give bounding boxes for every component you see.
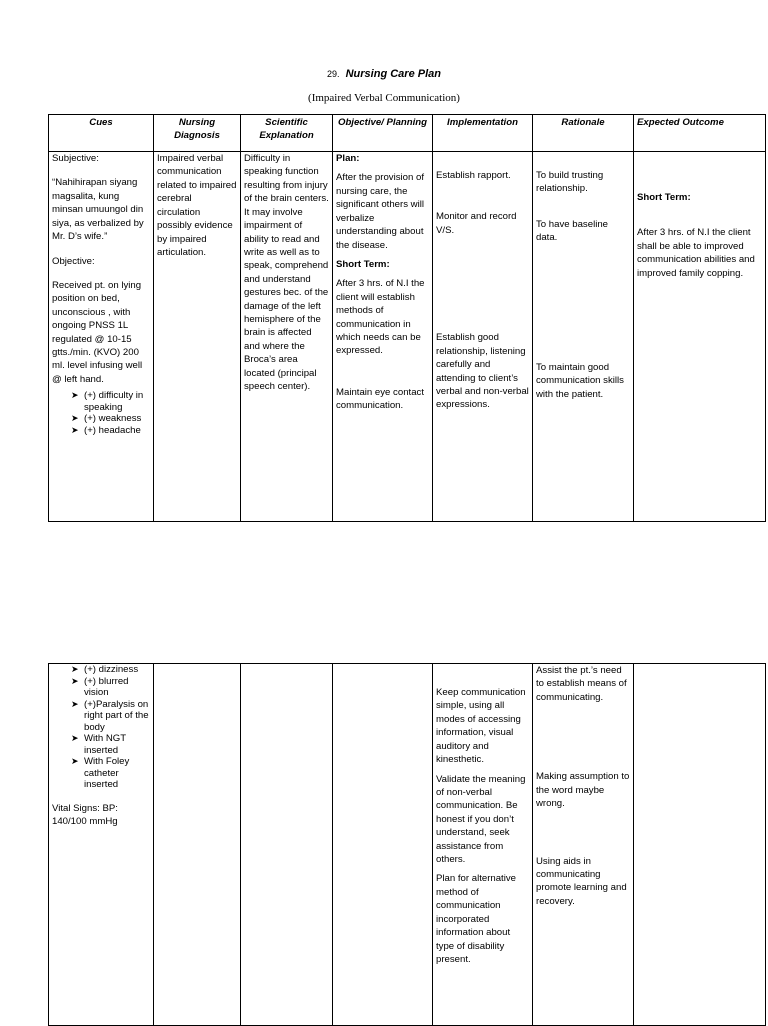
cell-cues	[49, 152, 154, 522]
maintain-text: Maintain eye contact communication.	[336, 386, 424, 412]
list-item: ➤ (+) weakness	[71, 413, 142, 425]
rationale-item: To have baseline data.	[536, 218, 609, 244]
title-text: Nursing Care Plan	[345, 68, 441, 80]
rationale-item: Using aids in communicating promote learning and recovery.	[536, 855, 627, 907]
implementation-item: Establish rapport.	[436, 170, 511, 181]
nursing-diagnosis-text: Impaired verbal communication related to impaired cerebral circulation possibly evidence by impaired articulation.	[157, 153, 237, 258]
expected-outcome-text: After 3 hrs. of N.I the client shall be able to improved communication abilities and improved family copping.	[637, 227, 755, 279]
objective-label: Objective:	[52, 255, 95, 267]
arrow-bullet-icon: ➤	[71, 698, 79, 709]
cell-nursing-diagnosis	[154, 664, 241, 1026]
arrow-bullet-icon: ➤	[71, 664, 79, 674]
cell-implementation	[433, 152, 533, 522]
arrow-bullet-icon: ➤	[71, 756, 79, 766]
arrow-bullet-icon: ➤	[71, 424, 79, 435]
cell-rationale	[533, 152, 634, 522]
arrow-bullet-icon: ➤	[71, 390, 79, 401]
cell-nursing-diagnosis	[154, 152, 241, 522]
cell-rationale	[533, 664, 634, 1026]
arrow-bullet-icon: ➤	[71, 675, 79, 686]
rationale-item: Making assumption to the word maybe wrong.	[536, 771, 630, 810]
subjective-quote: “Nahihirapan siyang magsalita, kung minsan umuungol din siya, as verbalized by Mr. D’s wife.”	[52, 177, 144, 243]
list-item: ➤ (+) difficulty in speaking	[71, 390, 144, 413]
cell-cues	[49, 664, 154, 1026]
arrow-bullet-icon: ➤	[71, 413, 79, 424]
cell-scientific-explanation	[241, 664, 333, 1026]
implementation-item: Validate the meaning of non-verbal communication. Be honest if you don’t understand, seek assistance from others.	[436, 773, 526, 866]
list-item: ➤ (+)Paralysis on right part of the body	[71, 698, 149, 733]
cell-expected-outcome	[634, 152, 766, 522]
scientific-explanation-text: Difficulty in speaking function resulting from injury of the brain centers. It may involve impairment of ability to read and write as well as to speak, comprehend and understand gestures bec. of the damage of the left hemisphere of the brain is affected and where the Broca’s area located (principal speech center).	[244, 153, 329, 393]
care-plan-table-part-2	[48, 663, 766, 1026]
table-row	[49, 152, 766, 522]
short-term-label: Short Term:	[336, 258, 390, 270]
cell-objective-planning	[333, 152, 433, 522]
expected-short-term-label: Short Term:	[637, 192, 691, 203]
short-term-text: After 3 hrs. of N.I the client will establish methods of communication in which needs can be expressed.	[336, 278, 425, 357]
care-plan-table-part-1	[48, 114, 766, 522]
document-subtitle: (Impaired Verbal Communication)	[308, 92, 460, 104]
plan-label: Plan:	[336, 153, 360, 164]
cell-scientific-explanation	[241, 152, 333, 522]
objective-text: Received pt. on lying position on bed, unconscious , with ongoing PNSS 1L regulated @ 10-15 gtts./min. (KVO) 200 ml. level infusing well @ left hand.	[52, 279, 143, 385]
rationale-item: To maintain good communication skills with the patient.	[536, 361, 624, 400]
plan-text: After the provision of nursing care, the significant others will verbalize understanding about the disease.	[336, 172, 424, 251]
header-cues: Cues	[49, 115, 154, 152]
blood-pressure: BP: 140/100 mmHg	[52, 802, 118, 827]
implementation-item: Monitor and record V/S.	[436, 211, 517, 236]
implementation-item: Establish good relationship, listening carefully and attending to client’s verbal and non-verbal expressions.	[436, 332, 529, 411]
header-row	[49, 115, 766, 152]
cue-bullet-list	[52, 390, 150, 436]
implementation-item: Plan for alternative method of communication incorporated information about type of disability present.	[436, 873, 516, 966]
arrow-bullet-icon: ➤	[71, 733, 79, 743]
rationale-item: Assist the pt.’s need to establish means of communicating.	[536, 665, 627, 703]
header-scientific-explanation: Scientific Explanation	[241, 115, 333, 152]
header-objective-planning: Objective/ Planning	[333, 115, 433, 152]
list-item: ➤ (+) headache	[71, 424, 141, 436]
list-item: ➤ With Foley catheter inserted	[71, 756, 130, 790]
list-item: ➤ (+) blurred vision	[71, 675, 129, 698]
subjective-label: Subjective:	[52, 153, 99, 164]
header-rationale: Rationale	[533, 115, 634, 152]
cell-expected-outcome	[634, 664, 766, 1026]
rationale-item: To build trusting relationship.	[536, 170, 604, 195]
cell-objective-planning	[333, 664, 433, 1026]
document-title	[0, 68, 768, 80]
header-nursing-diagnosis: Nursing Diagnosis	[154, 115, 241, 152]
vital-signs-label: Vital Signs:	[52, 802, 100, 814]
cue-bullet-list	[52, 664, 150, 791]
list-item: ➤ (+) dizziness	[71, 664, 139, 675]
table-row	[49, 664, 766, 1026]
cell-implementation	[433, 664, 533, 1026]
title-number: 29.	[327, 69, 340, 79]
header-implementation: Implementation	[433, 115, 533, 152]
implementation-item: Keep communication simple, using all modes of accessing information, visual auditory and kinesthetic.	[436, 687, 526, 766]
list-item: ➤ With NGT inserted	[71, 733, 126, 756]
header-expected-outcome: Expected Outcome	[634, 115, 766, 152]
